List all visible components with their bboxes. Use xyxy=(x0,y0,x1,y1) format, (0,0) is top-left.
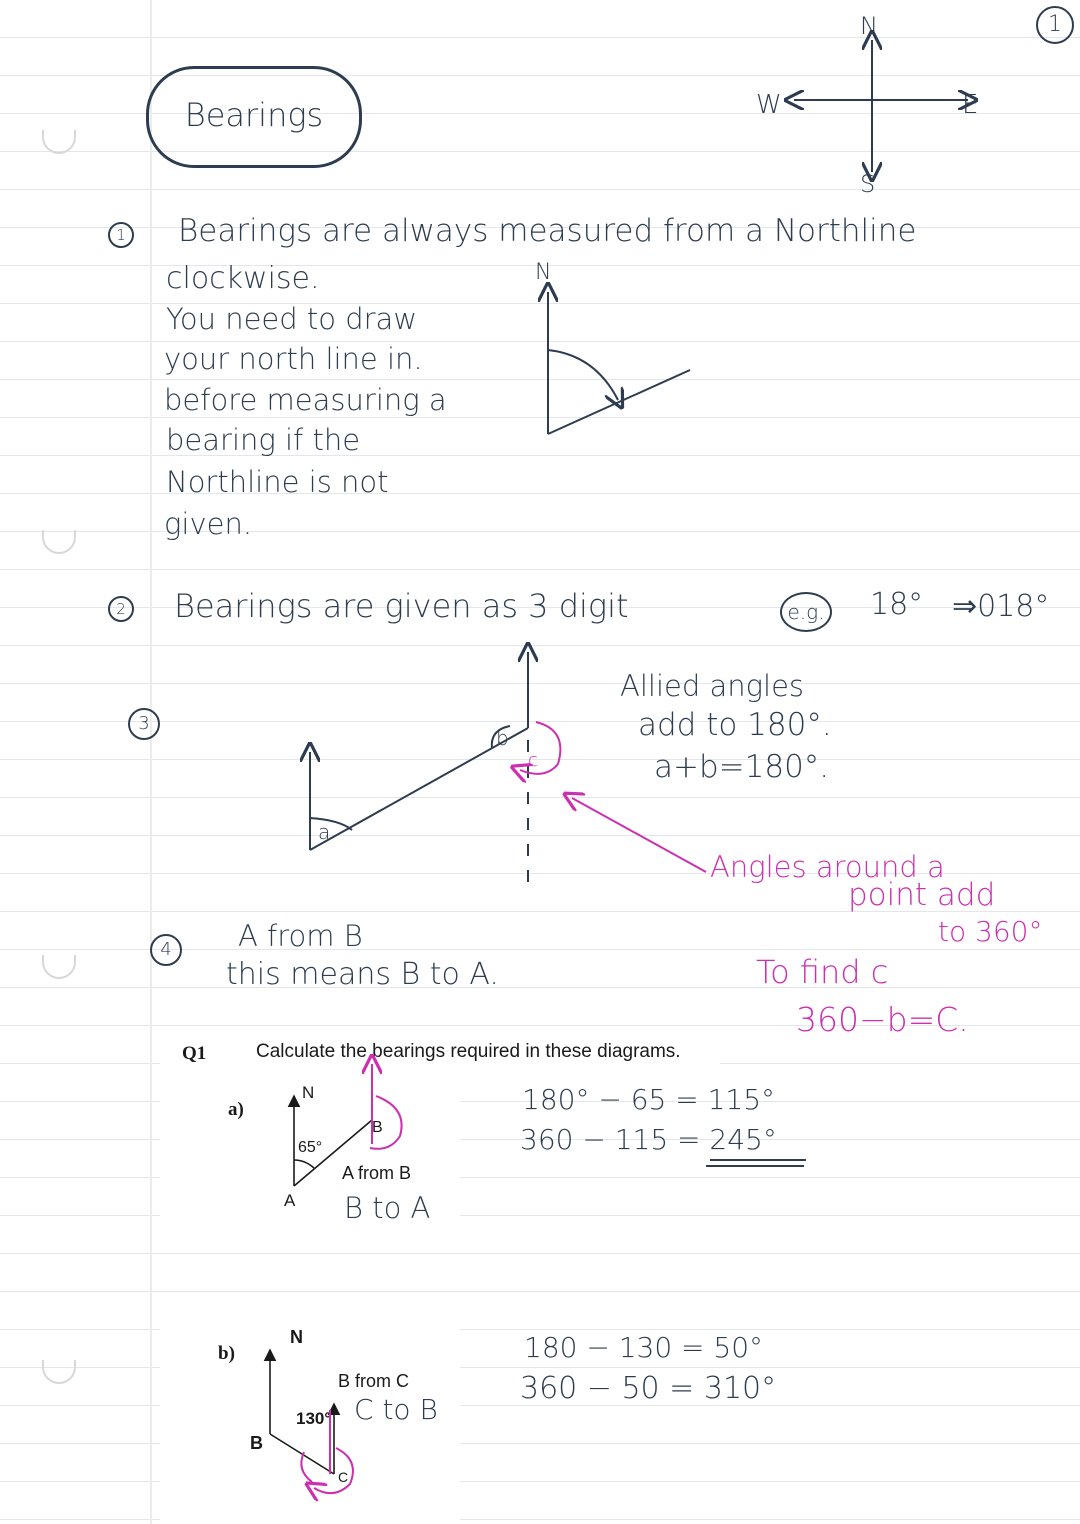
rule-1-line-2: clockwise. xyxy=(166,261,320,296)
part-b-note: C to B xyxy=(354,1393,438,1426)
allied-line-2: add to 180°. xyxy=(638,707,832,743)
angle-b-label: b xyxy=(496,726,509,750)
rule-2-example-from: 18° xyxy=(870,587,924,622)
find-c-line-1: To find c xyxy=(756,953,889,991)
part-a-pink-arc xyxy=(370,1064,402,1149)
rule-3-diagram xyxy=(310,652,528,890)
compass-east-label: E xyxy=(962,90,979,120)
part-a-point-a: A xyxy=(284,1191,296,1210)
part-a-diagram xyxy=(294,1096,372,1186)
rule-1-number: 1 xyxy=(108,222,134,248)
part-b-caption: B from C xyxy=(338,1371,410,1391)
part-a-underline xyxy=(706,1160,806,1166)
rule-1-diagram-north: N xyxy=(535,260,552,285)
question-instruction: Calculate the bearings required in these diagrams. xyxy=(256,1041,681,1062)
around-line-1: Angles around a xyxy=(710,850,945,884)
part-a-angle: 65° xyxy=(298,1139,323,1156)
part-b-angle: 130° xyxy=(296,1409,332,1428)
rule-2-eg: e.g. xyxy=(780,592,832,632)
part-b-working-1: 180 − 130 = 50° xyxy=(524,1331,764,1364)
page-title: Bearings xyxy=(184,96,324,134)
rule-1-note-1: You need to draw xyxy=(166,302,418,336)
part-a-working-1: 180° − 65 = 115° xyxy=(522,1083,776,1116)
part-b-north: N xyxy=(290,1327,303,1347)
part-b-point-b: B xyxy=(250,1433,263,1453)
part-a-note: B to A xyxy=(344,1191,431,1225)
question-label: Q1 xyxy=(182,1043,207,1064)
rule-1-note-3: before measuring a xyxy=(164,383,447,417)
part-a-north: N xyxy=(302,1083,315,1102)
rule-3-number: 3 xyxy=(128,708,160,740)
rule-4-line-2: this means B to A. xyxy=(226,957,499,992)
rule-2-number: 2 xyxy=(108,596,134,622)
part-a-working-2: 360 − 115 = 245° xyxy=(520,1123,777,1156)
compass-rose xyxy=(794,40,968,172)
part-a-point-b: B xyxy=(372,1119,383,1136)
rule-1-line-1: Bearings are always measured from a Northline xyxy=(178,213,917,249)
rule-1-note-6: given. xyxy=(164,507,253,541)
part-b-label: b) xyxy=(218,1343,235,1364)
rule-1-diagram xyxy=(548,292,690,434)
rule-1-note-2: your north line in. xyxy=(164,342,423,376)
rule-4-number: 4 xyxy=(150,934,182,966)
allied-line-3: a+b=180°. xyxy=(654,749,830,785)
compass-west-label: W xyxy=(756,90,782,120)
part-b-pink-arc xyxy=(301,1410,353,1493)
angle-a-label: a xyxy=(318,820,331,844)
compass-south-label: S xyxy=(860,170,876,198)
around-line-3: to 360° xyxy=(938,915,1043,948)
angle-c-label: c xyxy=(528,750,538,771)
part-b-point-c: C xyxy=(338,1469,349,1485)
compass-north-label: N xyxy=(860,12,878,40)
angle-c-arc xyxy=(520,722,706,872)
page-number: 1 xyxy=(1036,6,1074,44)
find-c-line-2: 360−b=C. xyxy=(796,1000,969,1039)
part-b-working-2: 360 − 50 = 310° xyxy=(520,1371,777,1406)
rule-4-line-1: A from B xyxy=(238,919,363,953)
part-a-label: a) xyxy=(228,1099,244,1120)
around-line-2: point add xyxy=(848,877,996,913)
part-a-caption: A from B xyxy=(342,1163,412,1183)
rule-2-text: Bearings are given as 3 digit xyxy=(174,587,629,625)
rule-2-example-to: ⇒018° xyxy=(952,589,1050,624)
allied-line-1: Allied angles xyxy=(620,669,805,703)
rule-1-note-5: Northline is not xyxy=(166,465,389,499)
rule-1-note-4: bearing if the xyxy=(166,423,361,457)
